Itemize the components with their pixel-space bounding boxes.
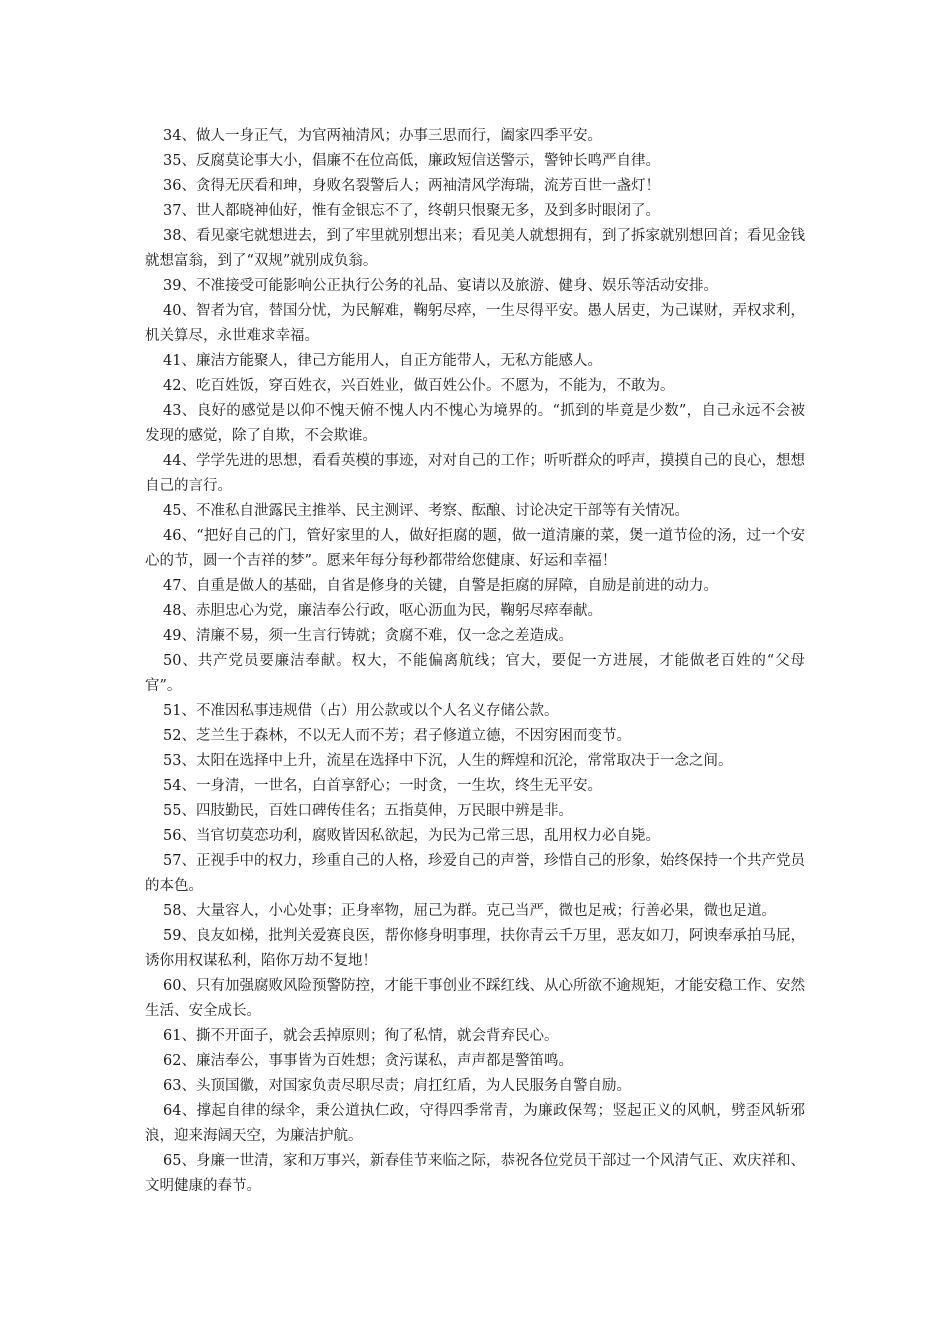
list-item: 41、廉洁方能聚人，律己方能用人，自正方能带人，无私方能感人。 (163, 353, 602, 369)
list-item: 40、智者为官，替国分忧，为民解难，鞠躬尽瘁，一生尽得平安。愚人居吏，为己谋财，弄权求利，机关算尽，永世难求幸福。 (145, 303, 805, 344)
list-item: 35、反腐莫论事大小，倡廉不在位高低，廉政短信送警示，警钟长鸣严自律。 (163, 153, 660, 169)
list-item: 63、头顶国徽，对国家负责尽职尽责；肩扛红盾，为人民服务自警自励。 (163, 1078, 631, 1094)
list-item: 42、吃百姓饭，穿百姓衣，兴百姓业，做百姓公仆。不愿为，不能为，不敢为。 (163, 378, 675, 394)
list-item: 39、不准接受可能影响公正执行公务的礼品、宴请以及旅游、健身、娱乐等活动安排。 (163, 278, 718, 294)
list-item: 56、当官切莫恋功利，腐败皆因私欲起，为民为己常三思，乱用权力必自毙。 (163, 828, 660, 844)
list-item: 34、做人一身正气，为官两袖清风；办事三思而行，阖家四季平安。 (163, 128, 602, 144)
list-item: 38、看见豪宅就想进去，到了牢里就别想出来；看见美人就想拥有，到了拆家就别想回首；看见金钱就想富翁，到了“双规”就别成负翁。 (145, 228, 805, 269)
document-body (145, 124, 805, 1199)
list-item: 36、贪得无厌看和珅，身败名裂警后人；两袖清风学海瑞，流芳百世一盏灯！ (163, 178, 660, 194)
list-item: 47、自重是做人的基础，自省是修身的关键，自警是拒腐的屏障，自励是前进的动力。 (163, 578, 718, 594)
list-item: 65、身廉一世清，家和万事兴，新春佳节来临之际，恭祝各位党员干部过一个风清气正、欢庆祥和、文明健康的春节。 (145, 1153, 805, 1194)
list-item: 61、撕不开面子，就会丢掉原则；徇了私情，就会背弃民心。 (163, 1028, 559, 1044)
list-item: 50、共产党员要廉洁奉献。权大，不能偏离航线；官大，要促一方进展，才能做老百姓的“父母官”。 (145, 653, 805, 694)
list-item: 44、学学先进的思想，看看英模的事迹，对对自己的工作；听听群众的呼声，摸摸自己的良心，想想自己的言行。 (145, 453, 805, 494)
list-item: 55、四肢勤民，百姓口碑传佳名；五指莫伸，万民眼中辨是非。 (163, 803, 573, 819)
list-item: 52、芝兰生于森林，不以无人而不芳；君子修道立德，不因穷困而变节。 (163, 728, 631, 744)
list-item: 43、良好的感觉是以仰不愧天俯不愧人内不愧心为境界的。“抓到的毕竟是少数”，自己永远不会被发现的感觉，除了自欺，不会欺谁。 (145, 403, 805, 444)
list-item: 54、一身清，一世名，白首享舒心；一时贪，一生坎，终生无平安。 (163, 778, 602, 794)
list-item: 51、不准因私事违规借（占）用公款或以个人名义存储公款。 (163, 703, 559, 719)
list-item: 58、大量容人，小心处事；正身率物，屈己为群。克己当严，微也足戒；行善必果，微也足道。 (163, 903, 776, 919)
list-item: 46、“把好自己的门，管好家里的人，做好拒腐的题，做一道清廉的菜，煲一道节俭的汤，过一个安心的节，圆一个吉祥的梦”。愿来年每分每秒都带给您健康、好运和幸福！ (145, 528, 805, 569)
list-item: 53、太阳在选择中上升，流星在选择中下沉，人生的辉煌和沉沦，常常取决于一念之间。 (163, 753, 733, 769)
list-item: 49、清廉不易，须一生言行铸就；贪腐不难，仅一念之差造成。 (163, 628, 573, 644)
list-item: 62、廉洁奉公，事事皆为百姓想；贪污谋私，声声都是警笛鸣。 (163, 1053, 573, 1069)
list-item: 64、撑起自律的绿伞，秉公道执仁政，守得四季常青，为廉政保驾；竖起正义的风帆，劈歪风斩邪浪，迎来海阔天空，为廉洁护航。 (145, 1103, 805, 1144)
list-item: 45、不准私自泄露民主推举、民主测评、考察、酝酿、讨论决定干部等有关情况。 (163, 503, 689, 519)
list-item: 48、赤胆忠心为党，廉洁奉公行政，呕心沥血为民，鞠躬尽瘁奉献。 (163, 603, 602, 619)
list-item: 60、只有加强腐败风险预警防控，才能干事创业不踩红线、从心所欲不逾规矩，才能安稳工作、安然生活、安全成长。 (145, 978, 805, 1019)
list-item: 59、良友如梯，批判关爱赛良医，帮你修身明事理，扶你青云千万里，恶友如刀，阿谀奉承拍马屁，诱你用权谋私利，陷你万劫不复地！ (145, 928, 805, 969)
list-item: 37、世人都晓神仙好，惟有金银忘不了，终朝只恨聚无多，及到多时眼闭了。 (163, 203, 660, 219)
list-item: 57、正视手中的权力，珍重自己的人格，珍爱自己的声誉，珍惜自己的形象，始终保持一个共产党员的本色。 (145, 853, 805, 894)
